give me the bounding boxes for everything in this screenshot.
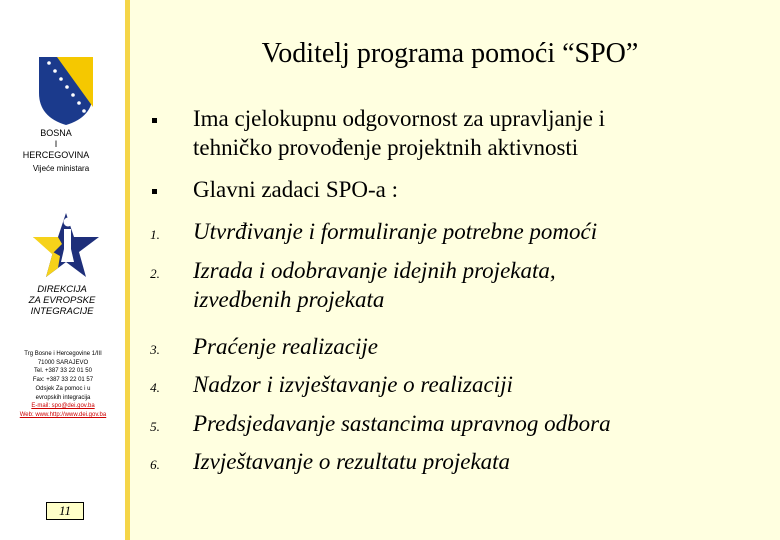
directorate-line: DIREKCIJA xyxy=(37,284,87,295)
list-item-text: Ima cjelokupnu odgovornost za upravljanje i xyxy=(193,106,605,131)
sidebar-divider xyxy=(125,0,130,540)
list-item xyxy=(193,447,768,476)
list-item xyxy=(193,104,768,162)
contact-address: Trg Bosne i Hercegovine 1/III xyxy=(24,351,102,357)
list-number: 4. xyxy=(150,380,160,395)
contact-email-link[interactable]: E-mail: spo@dei.gov.ba xyxy=(31,403,95,410)
list-item-text: tehničko provođenje projektnih aktivnosti xyxy=(193,135,579,160)
contact-dept: Odsjek Za pomoc i u xyxy=(35,385,91,392)
list-number: 6. xyxy=(150,457,160,472)
directorate-name xyxy=(0,284,124,317)
list-item-text: Utvrđivanje i formuliranje potrebne pomoći xyxy=(193,219,598,244)
list-number: 2. xyxy=(150,266,160,281)
list-item xyxy=(193,217,768,246)
country-line: I xyxy=(54,139,58,149)
list-item-text: Nadzor i izvještavanje o realizaciji xyxy=(193,372,513,397)
country-line: BOSNA xyxy=(40,128,72,138)
list-number: 1. xyxy=(150,227,160,242)
list-item xyxy=(193,175,768,204)
list-item-text: Izrada i odobravanje idejnih projekata, xyxy=(193,258,556,283)
contact-web-link[interactable]: Web: www.http://www.dei.gov.ba xyxy=(19,411,107,418)
slide-title: Voditelj programa pomoći “SPO” xyxy=(261,38,639,69)
list-item-text: Izvještavanje o rezultatu projekata xyxy=(193,449,511,474)
list-item xyxy=(193,332,768,361)
council-of-ministers: Vijeće ministara xyxy=(32,164,90,173)
directorate-line: INTEGRACIJE xyxy=(30,306,94,317)
country-line: HERCEGOVINA xyxy=(22,150,90,160)
country-name xyxy=(0,128,112,161)
list-item xyxy=(193,256,768,314)
list-number: 5. xyxy=(150,419,160,434)
page-number: 11 xyxy=(46,502,84,520)
list-item-text: izvedbenih projekata xyxy=(193,287,385,312)
contact-phone: Tel. +387 33 22 01 50 xyxy=(34,368,92,375)
contact-dept-2: evropskih integracija xyxy=(35,394,91,401)
coat-of-arms-icon xyxy=(35,55,97,127)
list-item-text: Glavni zadaci SPO-a : xyxy=(193,177,399,202)
bullet-square-marker xyxy=(152,118,157,123)
contact-block xyxy=(2,350,124,420)
directorate-line: ZA EVROPSKE xyxy=(28,295,96,306)
list-item-text: Predsjedavanje sastancima upravnog odbora xyxy=(193,411,611,436)
bullet-square-marker xyxy=(152,189,157,194)
list-number: 3. xyxy=(150,342,160,357)
list-item xyxy=(193,409,768,438)
contact-city: 71000 SARAJEVO xyxy=(37,359,89,366)
list-item xyxy=(193,370,768,399)
dei-star-logo-icon xyxy=(30,210,102,282)
list-item-text: Praćenje realizacije xyxy=(193,334,378,359)
contact-fax: Fax: +387 33 22 01 57 xyxy=(32,377,94,384)
